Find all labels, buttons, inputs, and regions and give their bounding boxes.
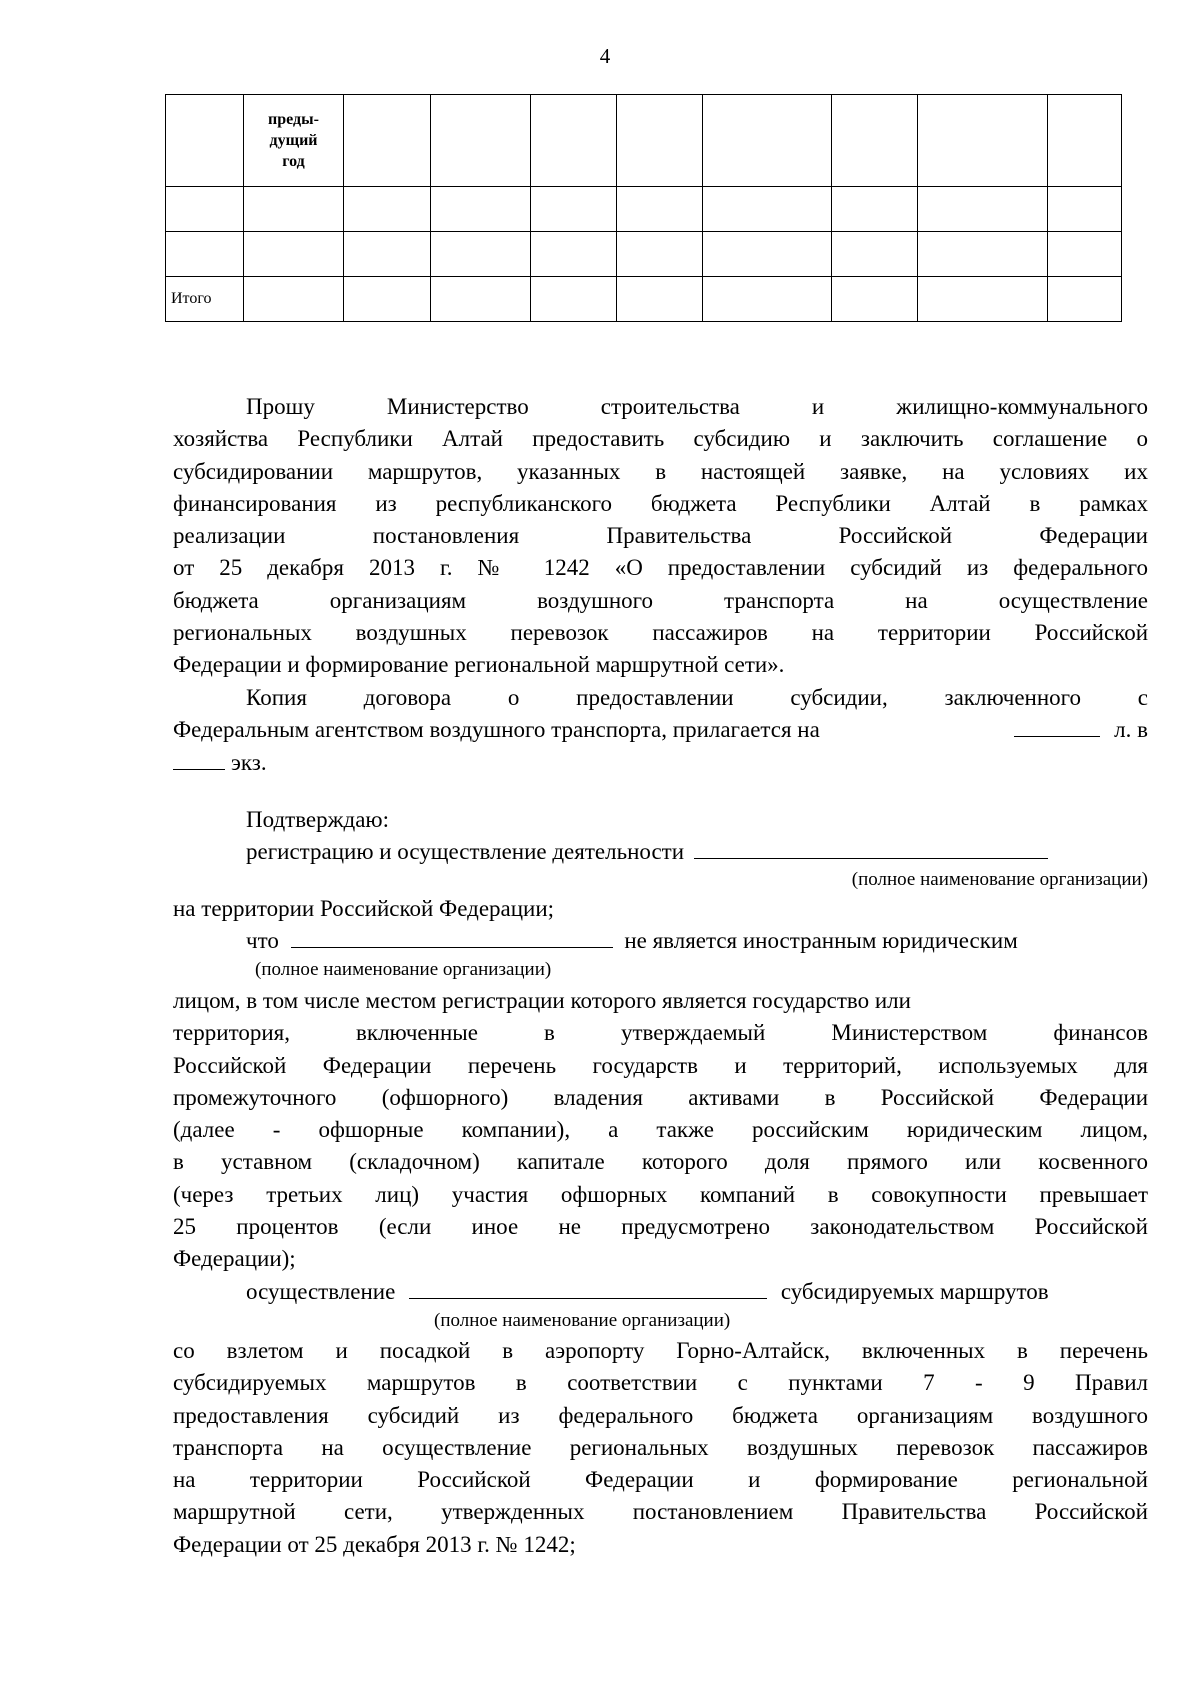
previous-year-header: преды- дущий год bbox=[244, 95, 344, 187]
caption-full-name: (полное наименование организации) bbox=[434, 1310, 731, 1331]
caption-full-name: (полное наименование организации) bbox=[255, 959, 552, 980]
organization-name-blank bbox=[291, 925, 613, 948]
confirm-heading: Подтверждаю: bbox=[246, 807, 390, 832]
table-row bbox=[166, 187, 1122, 232]
request-paragraph: Прошу Министерство строительства и жилищно-коммунального хозяйства Республики Алтай предоставить субсидию и заключить соглашение о субсидировании маршрутов, указанных в настоящей заявке, на условиях их финансирования из республиканского бюджета Республики Алтай в рамках реализации постановления Правительства Российской Федерации от 25 декабря 2013 г. № 1242 «О предоставлении субсидий из федерального бюджета организациям воздушного транспорта на осуществление региональных воздушных перевозок пассажиров на территории Российской Федерации и формирование региональной маршрутной сети». bbox=[173, 394, 1148, 678]
offshore-paragraph: лицом, в том числе местом регистрации которого является государство или территория, включенные в утверждаемый Министерством финансов Российской Федерации перечень государств и территорий, используемых для промежуточного (офшорного) владения активами в Российской Федерации (далее - офшорные компании), а также российским юридическим лицом, в уставном (складочном) капитале которого доля прямого или косвенного (через третьих лиц) участия офшорных компаний в совокупности превышает 25 процентов (если иное не предусмотрено законодательством Российской Федерации); bbox=[173, 988, 1148, 1272]
table-row bbox=[166, 95, 1122, 187]
table-row bbox=[166, 232, 1122, 277]
copies-count-blank bbox=[173, 747, 225, 770]
table-row-total bbox=[166, 277, 1122, 322]
caption-full-name: (полное наименование организации) bbox=[851, 869, 1148, 890]
organization-name-blank bbox=[409, 1276, 767, 1299]
routes-table bbox=[165, 94, 1122, 322]
page-number: 4 bbox=[599, 44, 611, 68]
sheets-count-blank bbox=[1014, 714, 1100, 737]
total-label: Итого bbox=[166, 277, 244, 322]
routes-paragraph: со взлетом и посадкой в аэропорту Горно-Алтайск, включенных в перечень субсидируемых маршрутов в соответствии с пунктами 7 - 9 Правил предоставления субсидий из федерального бюджета организациям воздушного транспорта на осуществление региональных воздушных перевозок пассажиров на территории Российской Федерации и формирование региональной маршрутной сети, утвержденных постановлением Правительства Российской Федерации от 25 декабря 2013 г. № 1242; bbox=[173, 1338, 1148, 1557]
contract-copy-paragraph: Копия договора о предоставлении субсидии, заключенного с Федеральным агентством воздушного транспорта, прилагается на л. в экз. bbox=[173, 685, 1148, 775]
organization-name-blank bbox=[694, 836, 1048, 859]
